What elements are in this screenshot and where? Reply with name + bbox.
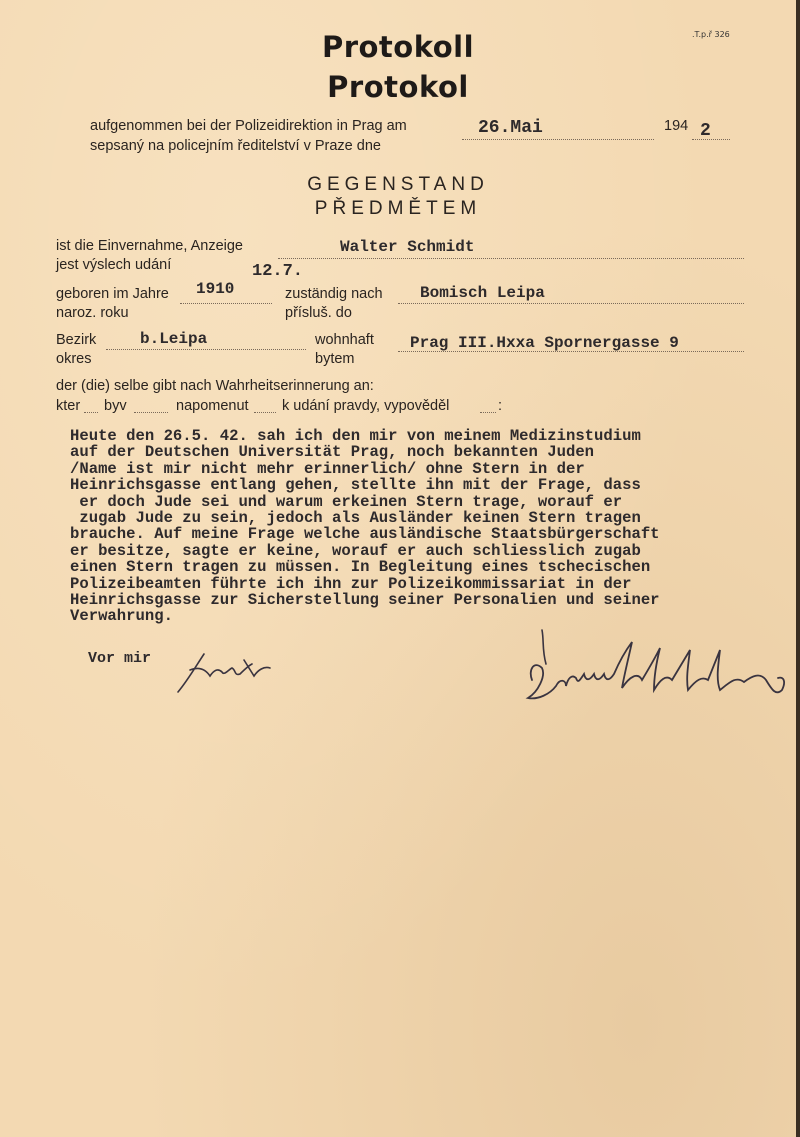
year-prefix: 194	[664, 118, 689, 134]
protocol-date: 26.Mai	[478, 118, 543, 138]
statement-word-kter: kter	[56, 398, 81, 414]
home-municipality: Bomisch Leipa	[420, 284, 545, 302]
intro-line-german: aufgenommen bei der Polizeidirektion in Prag am	[90, 118, 407, 134]
napomenut-dotline	[254, 412, 276, 413]
intro-line-czech: sepsaný na policejním ředitelství v Praze dne	[90, 138, 381, 154]
anzeige-label-german: ist die Einvernahme, Anzeige	[56, 238, 243, 254]
statement-colon: :	[498, 398, 503, 414]
subject-heading-german: GEGENSTAND	[307, 174, 489, 195]
byv-dotline	[134, 412, 168, 413]
born-label-german: geboren im Jahre	[56, 286, 169, 302]
district-value: b.Leipa	[140, 330, 208, 348]
witness-signature-icon	[520, 620, 795, 715]
title-german: Protokoll	[321, 30, 475, 64]
subject-heading-czech: PŘEDMĚTEM	[314, 198, 482, 219]
testimony-body: Heute den 26.5. 42. sah ich den mir von meinem Medizinstudium auf der Deutschen Universität Prag, noch bekannten Juden /Name ist mir nicht mehr erinnerlich/ ohne Stern in der Heinrichsgasse entlang gehen, stellte ihn mit der Frage, dass er doch Jude sei und warum erkeinen Stern trage, worauf er zugab Jude zu sein, jedoch als Ausländer keinen Stern tragen brauche. Auf meine Frage welche ausländische Staatsbürgerschaft er besitze, sagte er keine, worauf er auch schliesslich zugab einen Stern tragen zu müssen. In Begleitung eines tschecischen Polizeibeamten führte ich ihn zur Polizeikommissariat in der Heinrichsgasse zur Sicherstellung seiner Personalien und seiner Verwahrung.	[70, 427, 660, 626]
title-czech: Protokol	[327, 70, 469, 104]
birth-year: 1910	[196, 280, 235, 298]
bezirk-label-german: Bezirk	[56, 332, 97, 348]
wohnhaft-label-german: wohnhaft	[315, 332, 374, 348]
year-dotline	[692, 139, 730, 140]
anzeige-label-czech: jest výslech udání	[56, 257, 172, 273]
official-signature-icon	[170, 640, 290, 700]
wohnhaft-dotline	[398, 351, 744, 352]
subject-name: Walter Schmidt	[340, 238, 475, 256]
year-suffix: 2	[700, 121, 711, 141]
statement-intro-german: der (die) selbe gibt nach Wahrheitserinnerung an:	[56, 378, 374, 394]
kter-dotline	[84, 412, 98, 413]
name-dotline	[278, 258, 744, 259]
bezirk-dotline	[106, 349, 306, 350]
statement-word-byv: byv	[104, 398, 127, 414]
statement-phrase: k udání pravdy, vypověděl	[282, 398, 450, 414]
zustandig-label-czech: přísluš. do	[285, 305, 352, 321]
vor-mir-label: Vor mir	[88, 650, 152, 667]
born-dotline	[180, 303, 272, 304]
statement-dotline	[480, 412, 496, 413]
zustandig-dotline	[398, 303, 744, 304]
date-dotline	[462, 139, 654, 140]
born-label-czech: naroz. roku	[56, 305, 129, 321]
birth-day: 12.7.	[252, 262, 304, 281]
form-number: .T.p.ř 326	[692, 30, 730, 39]
wohnhaft-label-czech: bytem	[315, 351, 355, 367]
residence-value: Prag III.Hxxa Spornergasse 9	[410, 334, 679, 352]
zustandig-label-german: zuständig nach	[285, 286, 383, 302]
statement-word-napomenut: napomenut	[176, 398, 249, 414]
bezirk-label-czech: okres	[56, 351, 92, 367]
